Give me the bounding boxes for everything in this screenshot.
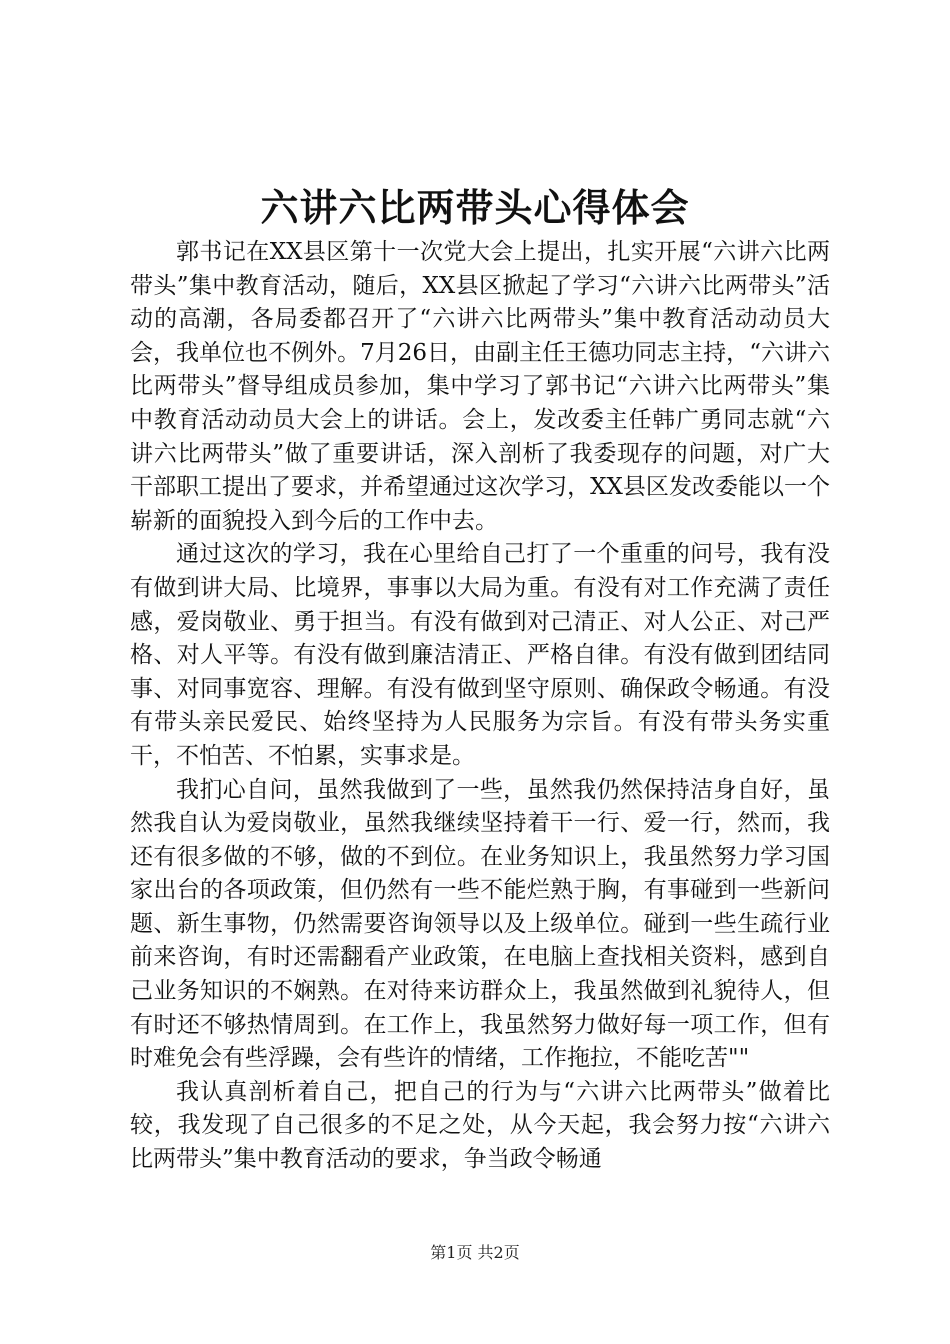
- paragraph-1: 郭书记在XX县区第十一次党大会上提出，扎实开展“六讲六比两带头”集中教育活动，随后，XX县区掀起了学习“六讲六比两带头”活动的高潮，各局委都召开了“六讲六比两带头”集中教育活动动员大会，我单位也不例外。7月26日，由副主任王德功同志主持，“六讲六比两带头”督导组成员参加，集中学习了郭书记“六讲六比两带头”集中教育活动动员大会上的讲话。会上，发改委主任韩广勇同志就“六讲六比两带头”做了重要讲话，深入剖析了我委现存的问题，对广大干部职工提出了要求，并希望通过这次学习，XX县区发改委能以一个崭新的面貌投入到今后的工作中去。: [130, 239, 830, 534]
- page-footer: 第1页 共2页: [430, 1243, 520, 1262]
- paragraph-2: 通过这次的学习，我在心里给自己打了一个重重的问号，我有没有做到讲大局、比境界，事事以大局为重。有没有对工作充满了责任感，爱岗敬业、勇于担当。有没有做到对己清正、对人公正、对己严格、对人平等。有没有做到廉洁清正、严格自律。有没有做到团结同事、对同事宽容、理解。有没有做到坚守原则、确保政令畅通。有没有带头亲民爱民、始终坚持为人民服务为宗旨。有没有带头务实重干，不怕苦、不怕累，实事求是。: [130, 541, 830, 769]
- document-title: 六讲六比两带头心得体会: [260, 185, 690, 230]
- document-body: [130, 236, 830, 1177]
- paragraph-4: 我认真剖析着自己，把自己的行为与“六讲六比两带头”做着比较，我发现了自己很多的不足之处，从今天起，我会努力按“六讲六比两带头”集中教育活动的要求，争当政令畅通: [130, 1078, 830, 1173]
- paragraph-3: 我扪心自问，虽然我做到了一些，虽然我仍然保持洁身自好，虽然我自认为爱岗敬业，虽然我继续坚持着干一行、爱一行，然而，我还有很多做的不够，做的不到位。在业务知识上，我虽然努力学习国家出台的各项政策，但仍然有一些不能烂熟于胸，有事碰到一些新问题、新生事物，仍然需要咨询领导以及上级单位。碰到一些生疏行业前来咨询，有时还需翻看产业政策，在电脑上查找相关资料，感到自己业务知识的不娴熟。在对待来访群众上，我虽然做到礼貌待人，但有时还不够热情周到。在工作上，我虽然努力做好每一项工作，但有时难免会有些浮躁，会有些许的情绪，工作拖拉，不能吃苦"": [130, 776, 830, 1072]
